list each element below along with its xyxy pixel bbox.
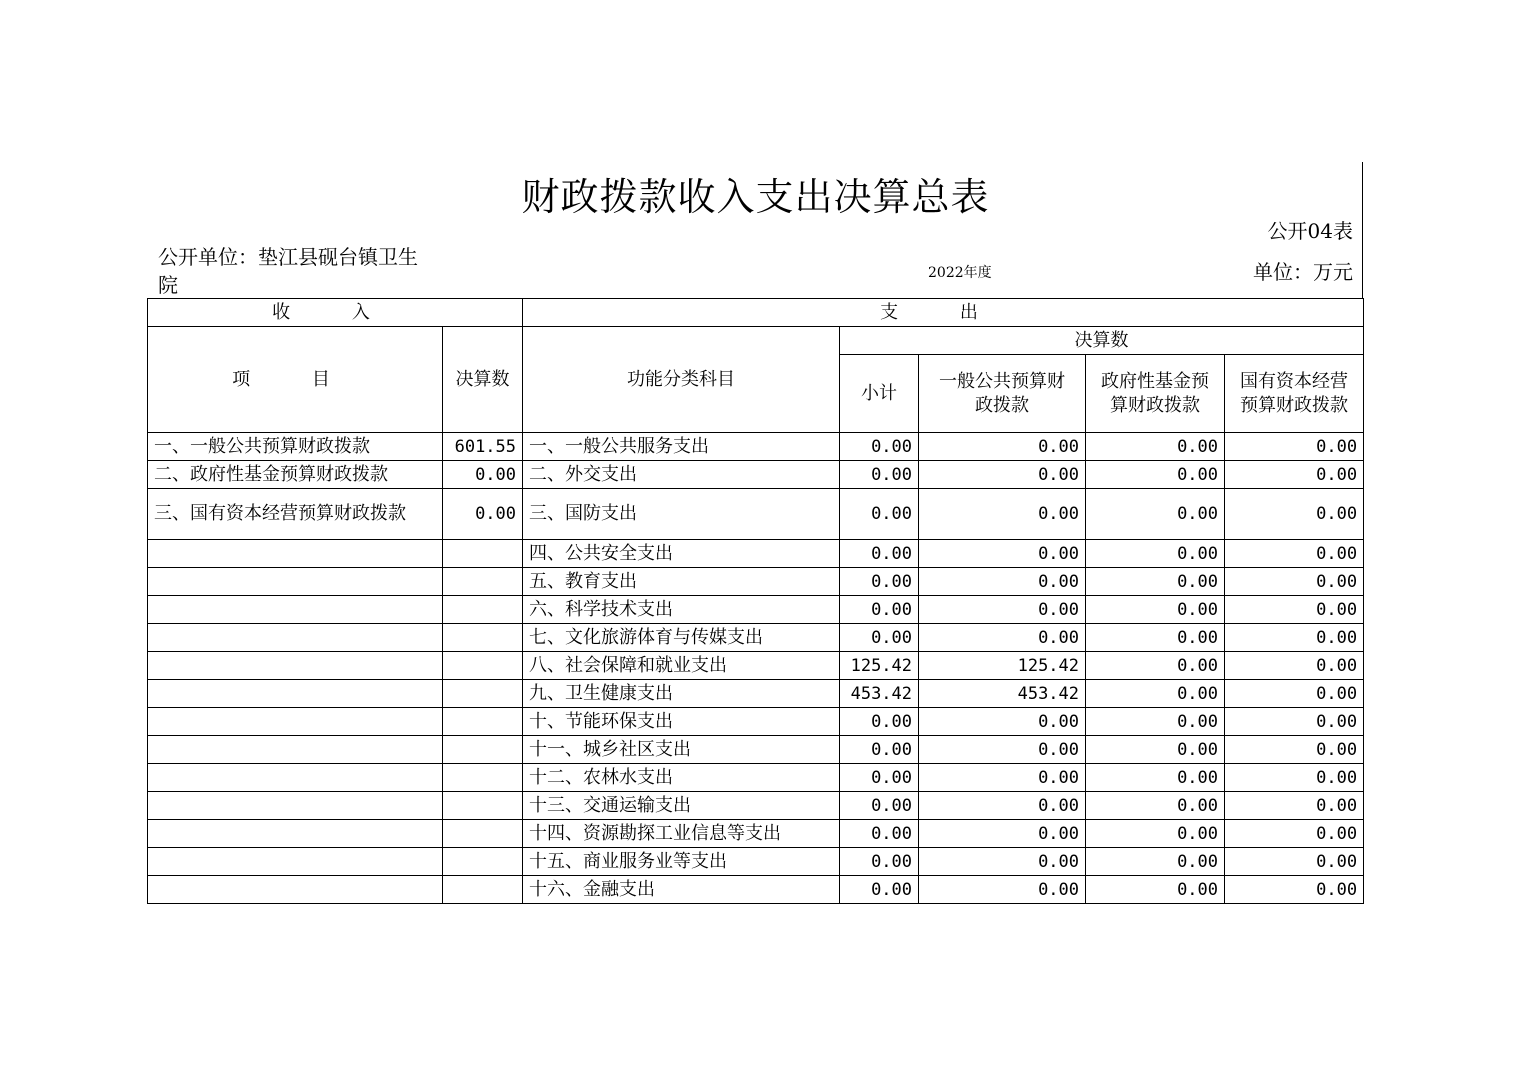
header-row-1 — [148, 299, 1364, 327]
income-amount-cell: 0.00 — [443, 489, 523, 540]
state-capital-cell: 0.00 — [1225, 736, 1364, 764]
item-header: 项 目 — [148, 327, 443, 433]
subject-cell: 十、节能环保支出 — [523, 708, 840, 736]
income-amount-cell — [443, 568, 523, 596]
gov-fund-cell: 0.00 — [1086, 792, 1225, 820]
state-capital-cell: 0.00 — [1225, 652, 1364, 680]
state-capital-cell: 0.00 — [1225, 876, 1364, 904]
general-budget-cell: 0.00 — [919, 764, 1086, 792]
state-capital-cell: 0.00 — [1225, 708, 1364, 736]
income-item-cell — [148, 568, 443, 596]
gov-fund-cell: 0.00 — [1086, 596, 1225, 624]
income-item-cell — [148, 848, 443, 876]
state-capital-cell: 0.00 — [1225, 540, 1364, 568]
subject-cell: 八、社会保障和就业支出 — [523, 652, 840, 680]
subject-cell: 十五、商业服务业等支出 — [523, 848, 840, 876]
table-row — [148, 624, 1364, 652]
final-amount-header: 决算数 — [840, 327, 1364, 355]
income-amount-cell — [443, 876, 523, 904]
subject-cell: 五、教育支出 — [523, 568, 840, 596]
gov-fund-cell: 0.00 — [1086, 624, 1225, 652]
income-item-cell — [148, 540, 443, 568]
gov-fund-cell: 0.00 — [1086, 461, 1225, 489]
subtotal-cell: 0.00 — [840, 568, 919, 596]
state-capital-header: 国有资本经营预算财政拨款 — [1225, 355, 1364, 433]
subtotal-cell: 0.00 — [840, 848, 919, 876]
income-item-cell — [148, 764, 443, 792]
subject-cell: 十二、农林水支出 — [523, 764, 840, 792]
income-amount-cell: 601.55 — [443, 433, 523, 461]
subject-cell: 三、国防支出 — [523, 489, 840, 540]
subject-cell: 十一、城乡社区支出 — [523, 736, 840, 764]
state-capital-cell: 0.00 — [1225, 489, 1364, 540]
state-capital-cell: 0.00 — [1225, 568, 1364, 596]
gov-fund-cell: 0.00 — [1086, 652, 1225, 680]
subtotal-cell: 0.00 — [840, 820, 919, 848]
subtotal-cell: 0.00 — [840, 764, 919, 792]
gov-fund-cell: 0.00 — [1086, 433, 1225, 461]
amount-header: 决算数 — [443, 327, 523, 433]
income-amount-cell — [443, 820, 523, 848]
general-budget-cell: 0.00 — [919, 736, 1086, 764]
income-item-cell: 三、国有资本经营预算财政拨款 — [148, 489, 443, 540]
income-item-cell — [148, 680, 443, 708]
header-row-2 — [148, 327, 1364, 355]
table-row — [148, 461, 1364, 489]
gov-fund-cell: 0.00 — [1086, 680, 1225, 708]
subject-cell: 十四、资源勘探工业信息等支出 — [523, 820, 840, 848]
subject-cell: 七、文化旅游体育与传媒支出 — [523, 624, 840, 652]
income-amount-cell — [443, 764, 523, 792]
income-item-cell — [148, 792, 443, 820]
function-subject-header: 功能分类科目 — [523, 327, 840, 433]
table-row — [148, 736, 1364, 764]
general-budget-cell: 0.00 — [919, 489, 1086, 540]
income-amount-cell: 0.00 — [443, 461, 523, 489]
income-item-cell: 二、政府性基金预算财政拨款 — [148, 461, 443, 489]
gov-fund-cell: 0.00 — [1086, 876, 1225, 904]
general-budget-cell: 0.00 — [919, 568, 1086, 596]
general-budget-cell: 0.00 — [919, 708, 1086, 736]
currency-unit: 单位：万元 — [1253, 260, 1353, 284]
subtotal-cell: 0.00 — [840, 461, 919, 489]
table-row — [148, 489, 1364, 540]
income-amount-cell — [443, 792, 523, 820]
income-amount-cell — [443, 736, 523, 764]
income-amount-cell — [443, 680, 523, 708]
subtotal-cell: 0.00 — [840, 876, 919, 904]
gov-fund-cell: 0.00 — [1086, 568, 1225, 596]
general-budget-cell: 0.00 — [919, 848, 1086, 876]
income-item-cell — [148, 708, 443, 736]
general-budget-cell: 453.42 — [919, 680, 1086, 708]
subject-cell: 四、公共安全支出 — [523, 540, 840, 568]
general-budget-cell: 0.00 — [919, 820, 1086, 848]
gov-fund-cell: 0.00 — [1086, 708, 1225, 736]
gov-fund-cell: 0.00 — [1086, 736, 1225, 764]
income-amount-cell — [443, 652, 523, 680]
subject-cell: 二、外交支出 — [523, 461, 840, 489]
general-budget-header: 一般公共预算财政拨款 — [919, 355, 1086, 433]
gov-fund-cell: 0.00 — [1086, 540, 1225, 568]
subject-cell: 一、一般公共服务支出 — [523, 433, 840, 461]
general-budget-cell: 125.42 — [919, 652, 1086, 680]
income-item-cell — [148, 596, 443, 624]
expense-header: 支 出 — [523, 299, 1364, 327]
income-item-cell — [148, 652, 443, 680]
table-row — [148, 568, 1364, 596]
subtotal-cell: 0.00 — [840, 433, 919, 461]
income-amount-cell — [443, 596, 523, 624]
income-item-cell — [148, 624, 443, 652]
general-budget-cell: 0.00 — [919, 596, 1086, 624]
table-row — [148, 708, 1364, 736]
table-row — [148, 652, 1364, 680]
table-row — [148, 680, 1364, 708]
income-item-cell — [148, 736, 443, 764]
subtotal-header: 小计 — [840, 355, 919, 433]
subtotal-cell: 0.00 — [840, 489, 919, 540]
general-budget-cell: 0.00 — [919, 433, 1086, 461]
gov-fund-cell: 0.00 — [1086, 820, 1225, 848]
subtotal-cell: 125.42 — [840, 652, 919, 680]
income-amount-cell — [443, 624, 523, 652]
subject-cell: 九、卫生健康支出 — [523, 680, 840, 708]
gov-fund-cell: 0.00 — [1086, 764, 1225, 792]
income-header: 收 入 — [148, 299, 523, 327]
subtotal-cell: 0.00 — [840, 792, 919, 820]
state-capital-cell: 0.00 — [1225, 624, 1364, 652]
fiscal-year: 2022年度 — [928, 265, 992, 281]
gov-fund-cell: 0.00 — [1086, 848, 1225, 876]
general-budget-cell: 0.00 — [919, 792, 1086, 820]
state-capital-cell: 0.00 — [1225, 820, 1364, 848]
state-capital-cell: 0.00 — [1225, 433, 1364, 461]
state-capital-cell: 0.00 — [1225, 680, 1364, 708]
income-amount-cell — [443, 848, 523, 876]
subtotal-cell: 0.00 — [840, 596, 919, 624]
subject-cell: 十三、交通运输支出 — [523, 792, 840, 820]
state-capital-cell: 0.00 — [1225, 764, 1364, 792]
budget-table — [147, 298, 1364, 904]
state-capital-cell: 0.00 — [1225, 461, 1364, 489]
subtotal-cell: 0.00 — [840, 540, 919, 568]
income-amount-cell — [443, 708, 523, 736]
reporting-unit: 公开单位：垫江县砚台镇卫生院 — [158, 245, 418, 297]
table-row — [148, 848, 1364, 876]
subject-cell: 六、科学技术支出 — [523, 596, 840, 624]
state-capital-cell: 0.00 — [1225, 848, 1364, 876]
table-row — [148, 764, 1364, 792]
state-capital-cell: 0.00 — [1225, 596, 1364, 624]
subtotal-cell: 453.42 — [840, 680, 919, 708]
table-row — [148, 792, 1364, 820]
general-budget-cell: 0.00 — [919, 461, 1086, 489]
income-amount-cell — [443, 540, 523, 568]
general-budget-cell: 0.00 — [919, 624, 1086, 652]
subtotal-cell: 0.00 — [840, 624, 919, 652]
table-row — [148, 876, 1364, 904]
income-item-cell: 一、一般公共预算财政拨款 — [148, 433, 443, 461]
general-budget-cell: 0.00 — [919, 876, 1086, 904]
table-row — [148, 596, 1364, 624]
income-item-cell — [148, 876, 443, 904]
form-number: 公开04表 — [1267, 219, 1353, 243]
subject-cell: 十六、金融支出 — [523, 876, 840, 904]
table-row — [148, 433, 1364, 461]
table-row — [148, 820, 1364, 848]
income-item-cell — [148, 820, 443, 848]
subtotal-cell: 0.00 — [840, 736, 919, 764]
gov-fund-cell: 0.00 — [1086, 489, 1225, 540]
page-title: 财政拨款收入支出决算总表 — [521, 175, 990, 219]
state-capital-cell: 0.00 — [1225, 792, 1364, 820]
subtotal-cell: 0.00 — [840, 708, 919, 736]
table-row — [148, 540, 1364, 568]
gov-fund-header: 政府性基金预算财政拨款 — [1086, 355, 1225, 433]
general-budget-cell: 0.00 — [919, 540, 1086, 568]
